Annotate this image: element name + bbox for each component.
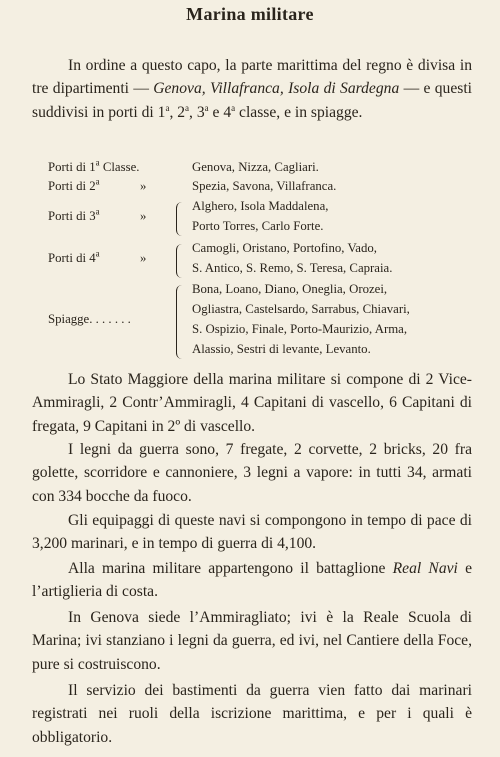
class-3-sup: a: [204, 102, 209, 113]
brace-icon: [176, 244, 183, 278]
ports-row-1: [48, 157, 478, 180]
intro-text-1: In ordine a questo capo, la parte marittima del regno è divisa in tre dipartimenti —: [32, 57, 472, 98]
ports-row-label: Porti di 2$^a$: [48, 176, 100, 193]
class-2: 2: [177, 103, 186, 121]
ports-row-label: Porti di 1$^a$ Classe.: [48, 157, 140, 174]
servizio-paragraph: Il servizio dei bastimenti da guerra vien fatto dai marinari registrati nei ruoli della iscrizione marittima, e per i quali è obbligatorio.: [32, 682, 472, 746]
intro-paragraph: [32, 54, 472, 124]
ports-row-value: Bona, Loano, Diano, Oneglia, Orozei,: [192, 282, 388, 296]
ports-row-value: Porto Torres, Carlo Forte.: [192, 219, 324, 233]
ports-row-label: Porti di 4$^a$: [48, 248, 100, 265]
legni-paragraph: I legni da guerra sono, 7 fregate, 2 corvette, 2 bricks, 20 fra golette, scorridore e cannoniere, 3 legni a vapore: in tutti 34, armati con 334 bocche da fuoco.: [32, 441, 472, 505]
ports-row-3: [48, 199, 478, 239]
ports-row-value: Alghero, Isola Maddalena,: [192, 199, 329, 213]
ports-row-label: Spiagge. . . . . . .: [48, 312, 131, 326]
genova-paragraph: In Genova siede l’Ammiragliato; ivi è la Reale Scuola di Marina; ivi stanziano i legni da guerra, ed ivi, nel Cantiere della Foce, pure si costruiscono.: [32, 609, 472, 673]
ports-row-value: Spezia, Savona, Villafranca.: [192, 179, 337, 193]
ditto-mark: »: [140, 179, 147, 193]
ports-row-value: Genova, Nizza, Cagliari.: [192, 160, 319, 174]
class-1-sup: a: [165, 102, 170, 113]
ports-row-value: Camogli, Oristano, Portofino, Vado,: [192, 241, 377, 255]
brace-icon: [176, 285, 183, 359]
intro-text-3: classe, e in spiagge.: [235, 103, 363, 121]
intro-text-2: — e questi suddivisi in porti di: [32, 80, 472, 121]
ports-row-2: [48, 176, 478, 199]
equipaggi-paragraph: Gli equipaggi di queste navi si compongono in tempo di pace di 3,200 marinari, e in tempo di guerra di 4,100.: [32, 512, 472, 553]
ports-row-label: Porti di 3$^a$: [48, 206, 100, 223]
ports-row-4: [48, 241, 478, 281]
sep-2: ,: [189, 103, 197, 121]
sep-3: e: [208, 103, 224, 121]
ports-row-value: Alassio, Sestri di levante, Levanto.: [192, 342, 371, 356]
stato-maggiore-paragraph: Lo Stato Maggiore della marina militare si compone di 2 Vice-Ammiragli, 2 Contr’Ammiragli, 4 Capitani di vascello, 6 Capitani di fregata, 9 Capitani in 2º di vascello.: [32, 371, 472, 435]
page-title: Marina militare: [186, 4, 314, 24]
real-navi: Real Navi: [392, 560, 458, 577]
departments-list: Genova, Villafranca, Isola di Sardegna: [153, 80, 400, 98]
brace-icon: [176, 202, 183, 236]
ditto-mark: »: [140, 209, 147, 223]
class-4: 4: [223, 103, 232, 121]
ports-row-spiagge: [48, 282, 478, 362]
ports-row-value: S. Ospizio, Finale, Porto-Maurizio, Arma,: [192, 322, 408, 336]
ports-row-value: Ogliastra, Castelsardo, Sarrabus, Chiavari,: [192, 302, 410, 316]
ports-row-value: S. Antico, S. Remo, S. Teresa, Capraia.: [192, 261, 393, 275]
class-1: 1: [157, 103, 166, 121]
ditto-mark: »: [140, 251, 147, 265]
class-4-sup: a: [231, 102, 236, 113]
class-2-sup: a: [185, 102, 190, 113]
class-3: 3: [196, 103, 205, 121]
battaglione-paragraph: Alla marina militare appartengono il battaglione Real Navi e l’artiglieria di costa.: [32, 560, 472, 601]
sep-1: ,: [169, 103, 178, 121]
